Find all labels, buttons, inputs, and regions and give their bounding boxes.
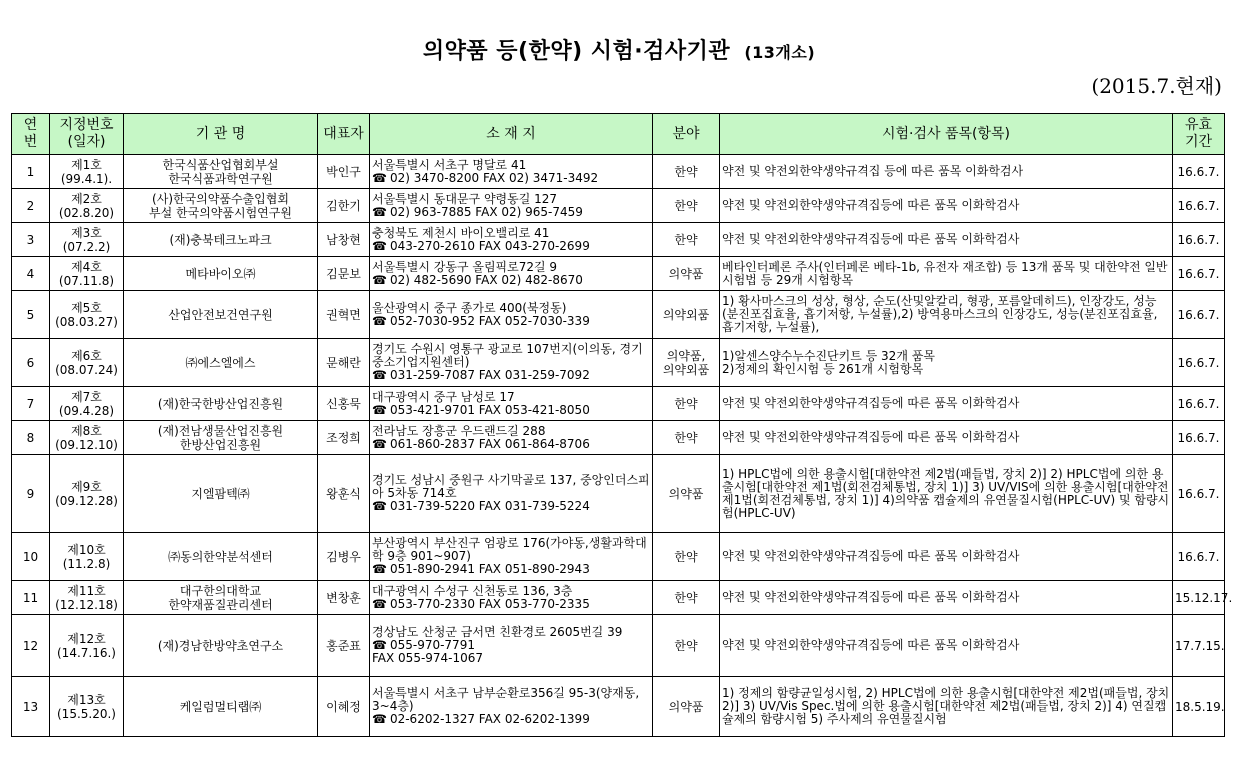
address	[370, 533, 653, 581]
designation-number: 제3호 (07.2.2)	[50, 223, 124, 257]
header-org: 기 관 명	[124, 114, 318, 155]
phone-icon: ☎	[372, 596, 387, 611]
phone-icon: ☎	[372, 712, 387, 726]
page-title	[0, 34, 1238, 65]
institution-table	[11, 113, 1233, 737]
address-line: 대구광역시 수성구 신천동로 136, 3층	[372, 583, 573, 598]
field: 의약외품	[653, 291, 720, 339]
address	[370, 387, 653, 421]
designation-number: 제9호 (09.12.28)	[50, 455, 124, 533]
phone-line: ☎ 02-6202-1327 FAX 02-6202-1399	[372, 712, 590, 726]
phone-icon: ☎	[372, 368, 387, 382]
phone-line: ☎ 055-970-7791	[372, 638, 475, 652]
institution-name: 메타바이오㈜	[124, 257, 318, 291]
address	[370, 455, 653, 533]
representative: 변창훈	[318, 581, 370, 615]
row-number: 8	[12, 421, 50, 455]
validity-period: 15.12.17.	[1173, 581, 1225, 615]
validity-period: 16.6.7.	[1173, 455, 1225, 533]
row-number: 1	[12, 155, 50, 189]
phone-line: ☎ 02) 482-5690 FAX 02) 482-8670	[372, 272, 583, 287]
address	[370, 677, 653, 737]
phone-line: ☎ 053-421-9701 FAX 053-421-8050	[372, 402, 590, 417]
field: 한약	[653, 421, 720, 455]
validity-period: 16.6.7.	[1173, 257, 1225, 291]
validity-period: 16.6.7.	[1173, 533, 1225, 581]
phone-line: ☎ 031-739-5220 FAX 031-739-5224	[372, 499, 590, 513]
table-row	[12, 223, 1225, 257]
row-number: 3	[12, 223, 50, 257]
test-items: 약전 및 약전외한약생약규격집등에 따른 품목 이화학검사	[720, 581, 1173, 615]
address-line: 경기도 성남시 중원구 사기막골로 137, 중앙인더스피아 5차동 714호	[372, 473, 650, 500]
representative: 홍준표	[318, 615, 370, 677]
header-row	[12, 114, 1225, 155]
table-row	[12, 155, 1225, 189]
address	[370, 257, 653, 291]
validity-period: 16.6.7.	[1173, 155, 1225, 189]
header-valid: 유효 기간	[1173, 114, 1225, 155]
table-row	[12, 421, 1225, 455]
row-number: 7	[12, 387, 50, 421]
phone-line: ☎ 02) 963-7885 FAX 02) 965-7459	[372, 204, 583, 219]
address	[370, 339, 653, 387]
designation-number: 제4호 (07.11.8)	[50, 257, 124, 291]
designation-number: 제1호 (99.4.1).	[50, 155, 124, 189]
phone-icon: ☎	[372, 499, 387, 513]
table-row	[12, 615, 1225, 677]
address-line: 충청북도 제천시 바이오밸리로 41	[372, 225, 550, 240]
row-number: 9	[12, 455, 50, 533]
address	[370, 615, 653, 677]
address-line: 대구광역시 중구 남성로 17	[372, 389, 515, 404]
validity-period: 16.6.7.	[1173, 387, 1225, 421]
test-items: 1)알센스양수누수진단키트 등 32개 품목 2)정제의 확인시험 등 261개 시험항목	[720, 339, 1173, 387]
validity-period: 16.6.7.	[1173, 339, 1225, 387]
phone-icon: ☎	[372, 238, 387, 253]
address	[370, 581, 653, 615]
designation-number: 제2호 (02.8.20)	[50, 189, 124, 223]
institution-name: 산업안전보건연구원	[124, 291, 318, 339]
row-number: 6	[12, 339, 50, 387]
institution-name: 한국식품산업협회부설 한국식품과학연구원	[124, 155, 318, 189]
field: 의약품	[653, 257, 720, 291]
table-row	[12, 291, 1225, 339]
address-line: 서울특별시 서초구 명달로 41	[372, 157, 527, 172]
address	[370, 155, 653, 189]
address-line: 부산광역시 부산진구 엄광로 176(가야동,생활과학대학 9층 901~907)	[372, 536, 647, 563]
address	[370, 291, 653, 339]
test-items: 약전 및 약전외한약생약규격집등에 따른 품목 이화학검사	[720, 387, 1173, 421]
designation-number: 제7호 (09.4.28)	[50, 387, 124, 421]
phone-line: ☎ 053-770-2330 FAX 053-770-2335	[372, 596, 590, 611]
row-number: 4	[12, 257, 50, 291]
header-addr: 소 재 지	[370, 114, 653, 155]
institution-name: 대구한의대학교 한약재품질관리센터	[124, 581, 318, 615]
institution-name: (사)한국의약품수출입협회 부설 한국의약품시험연구원	[124, 189, 318, 223]
designation-number: 제11호 (12.12.18)	[50, 581, 124, 615]
representative: 이혜정	[318, 677, 370, 737]
phone-line: ☎ 051-890-2941 FAX 051-890-2943	[372, 562, 590, 576]
address	[370, 421, 653, 455]
institution-name: (재)한국한방산업진흥원	[124, 387, 318, 421]
field: 한약	[653, 615, 720, 677]
test-items: 1) 황사마스크의 성상, 형상, 순도(산및알칼리, 형광, 포름알데히드), 인장강도, 성능(분진포집효율, 흡기저항, 누설률),2) 방역용마스크의 인장강도, 성능(분진포집효율, 흡기저항, 누설률),	[720, 291, 1173, 339]
header-no: 연 번	[12, 114, 50, 155]
phone-line: ☎ 061-860-2837 FAX 061-864-8706	[372, 436, 590, 451]
institution-name: 케일럼멀티랩㈜	[124, 677, 318, 737]
header-field: 분야	[653, 114, 720, 155]
field: 한약	[653, 533, 720, 581]
representative: 김문보	[318, 257, 370, 291]
field: 의약품	[653, 677, 720, 737]
designation-number: 제10호 (11.2.8)	[50, 533, 124, 581]
table-row	[12, 339, 1225, 387]
representative: 박인구	[318, 155, 370, 189]
phone-icon: ☎	[372, 272, 387, 287]
address-line: 전라남도 장흥군 우드랜드길 288	[372, 423, 546, 438]
table-row	[12, 533, 1225, 581]
institution-name: (재)경남한방약초연구소	[124, 615, 318, 677]
phone-line: ☎ 031-259-7087 FAX 031-259-7092	[372, 368, 590, 382]
institution-name: (재)충북테크노파크	[124, 223, 318, 257]
representative: 조정희	[318, 421, 370, 455]
table-row	[12, 189, 1225, 223]
phone-icon: ☎	[372, 204, 387, 219]
address-line: 서울특별시 강동구 올림픽로72길 9	[372, 259, 558, 274]
designation-number: 제8호 (09.12.10)	[50, 421, 124, 455]
field: 한약	[653, 387, 720, 421]
field: 한약	[653, 581, 720, 615]
test-items: 약전 및 약전외한약생약규격집 등에 따른 품목 이화학검사	[720, 155, 1173, 189]
test-items: 약전 및 약전외한약생약규격집등에 따른 품목 이화학검사	[720, 223, 1173, 257]
representative: 왕훈식	[318, 455, 370, 533]
row-number: 13	[12, 677, 50, 737]
field: 한약	[653, 189, 720, 223]
field: 의약품, 의약외품	[653, 339, 720, 387]
representative: 남창현	[318, 223, 370, 257]
phone-line: ☎ 02) 3470-8200 FAX 02) 3471-3492	[372, 170, 599, 185]
address-line: 울산광역시 중구 종가로 400(북정동)	[372, 300, 567, 315]
phone-icon: ☎	[372, 170, 387, 185]
validity-period: 16.6.7.	[1173, 291, 1225, 339]
header-items: 시험·검사 품목(항목)	[720, 114, 1173, 155]
row-number: 5	[12, 291, 50, 339]
representative: 권혁면	[318, 291, 370, 339]
test-items: 1) 정제의 함량균일성시험, 2) HPLC법에 의한 용출시험[대한약전 제2법(패들법, 장치 2)] 3) UV/Vis Spec.법에 의한 용출시험[대한약전 제2법(패들법, 장치 2)] 4) 연질캡슐제의 함량시험 5) 주사제의 유연물질시험	[720, 677, 1173, 737]
address	[370, 223, 653, 257]
test-items: 1) HPLC법에 의한 용출시험[대한약전 제2법(패들법, 장치 2)] 2) HPLC법에 의한 용출시험[대한약전 제1법(회전검체통법, 장치 1)] 3) UV/VIS에 의한 용출시험[대한약전 제1법(회전검체통법, 장치 1)] 4)의약품 캡슐제의 유연물질시험(HPLC-UV) 및 함량시험(HPLC-UV)	[720, 455, 1173, 533]
phone-icon: ☎	[372, 313, 387, 328]
test-items: 약전 및 약전외한약생약규격집등에 따른 품목 이화학검사	[720, 615, 1173, 677]
fax-line: FAX 055-974-1067	[372, 651, 484, 665]
test-items: 베타인터페론 주사(인터페론 베타-1b, 유전자 재조합) 등 13개 품목 및 대한약전 일반시험법 등 29개 시험항목	[720, 257, 1173, 291]
designation-number: 제5호 (08.03.27)	[50, 291, 124, 339]
address-line: 경기도 수원시 영통구 광교로 107번지(이의동, 경기중소기업지원센터)	[372, 342, 643, 369]
address	[370, 189, 653, 223]
header-rep: 대표자	[318, 114, 370, 155]
designation-number: 제6호 (08.07.24)	[50, 339, 124, 387]
designation-number: 제13호 (15.5.20.)	[50, 677, 124, 737]
field: 한약	[653, 155, 720, 189]
validity-period: 17.7.15.	[1173, 615, 1225, 677]
phone-icon: ☎	[372, 402, 387, 417]
representative: 문해란	[318, 339, 370, 387]
row-number: 11	[12, 581, 50, 615]
institution-name: ㈜에스엘에스	[124, 339, 318, 387]
institution-name: (재)전남생물산업진흥원 한방산업진흥원	[124, 421, 318, 455]
phone-icon: ☎	[372, 562, 387, 576]
row-number: 2	[12, 189, 50, 223]
institution-name: 지엘팜텍㈜	[124, 455, 318, 533]
address-line: 서울특별시 동대문구 약령동길 127	[372, 191, 558, 206]
representative: 김병우	[318, 533, 370, 581]
designation-number: 제12호 (14.7.16.)	[50, 615, 124, 677]
address-line: 경상남도 산청군 금서면 친환경로 2605번길 39	[372, 625, 623, 639]
phone-icon: ☎	[372, 638, 387, 652]
table-row	[12, 455, 1225, 533]
phone-line: ☎ 052-7030-952 FAX 052-7030-339	[372, 313, 590, 328]
row-number: 10	[12, 533, 50, 581]
validity-period: 16.6.7.	[1173, 421, 1225, 455]
institution-name: ㈜동의한약분석센터	[124, 533, 318, 581]
test-items: 약전 및 약전외한약생약규격집등에 따른 품목 이화학검사	[720, 421, 1173, 455]
field: 한약	[653, 223, 720, 257]
validity-period: 16.6.7.	[1173, 223, 1225, 257]
phone-icon: ☎	[372, 436, 387, 451]
test-items: 약전 및 약전외한약생약규격집등에 따른 품목 이화학검사	[720, 533, 1173, 581]
table-row	[12, 581, 1225, 615]
table-row	[12, 387, 1225, 421]
address-line: 서울특별시 서초구 남부순환로356길 95-3(양재동, 3~4층)	[372, 686, 640, 713]
as-of-date: (2015.7.현재)	[1091, 74, 1222, 98]
header-designation: 지정번호 (일자)	[50, 114, 124, 155]
test-items: 약전 및 약전외한약생약규격집등에 따른 품목 이화학검사	[720, 189, 1173, 223]
table-row	[12, 257, 1225, 291]
representative: 신홍묵	[318, 387, 370, 421]
validity-period: 16.6.7.	[1173, 189, 1225, 223]
title-count: (13개소)	[744, 43, 816, 62]
field: 의약품	[653, 455, 720, 533]
validity-period: 18.5.19.	[1173, 677, 1225, 737]
row-number: 12	[12, 615, 50, 677]
title-text: 의약품 등(한약) 시험·검사기관	[422, 39, 731, 64]
phone-line: ☎ 043-270-2610 FAX 043-270-2699	[372, 238, 590, 253]
representative: 김한기	[318, 189, 370, 223]
table-row	[12, 677, 1225, 737]
